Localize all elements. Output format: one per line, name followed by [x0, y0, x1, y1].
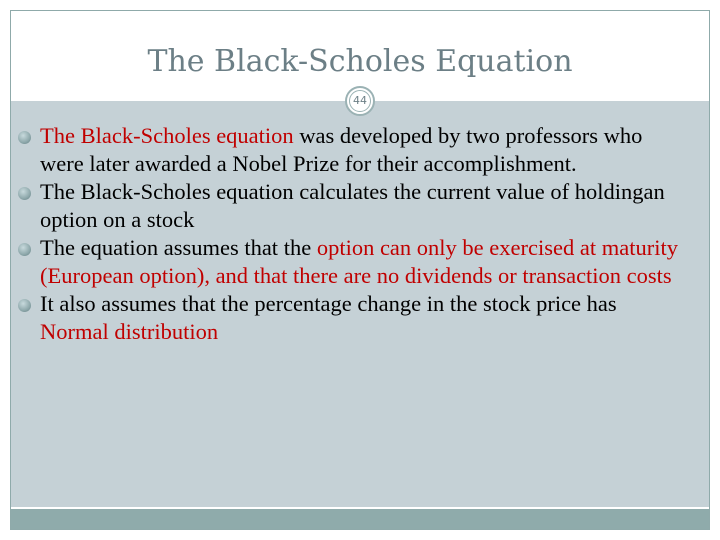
bullet-text: was developed by two professors who were later awarded a Nobel Prize for their accomplishment. — [40, 123, 643, 176]
footer-band — [11, 509, 709, 529]
bullet-text: The equation assumes that the — [40, 235, 317, 260]
slide-title: The Black-Scholes Equation — [147, 44, 573, 79]
bullet-text: It also assumes that the percentage change in the stock price has — [40, 291, 617, 316]
bullet-list — [10, 122, 688, 346]
bullet-text-highlight: option can only be exercised at maturity (European option), and that there are no dividends or transaction costs — [40, 235, 678, 288]
round-bullet-icon — [18, 131, 31, 144]
bullet-text-highlight: Normal distribution — [40, 319, 219, 344]
bullet-item — [10, 234, 688, 290]
round-bullet-icon — [18, 299, 31, 312]
bullet-text: The Black-Scholes equation calculates the current value of holdingan option on a stock — [40, 179, 665, 232]
bullet-item — [10, 122, 688, 178]
round-bullet-icon — [18, 187, 31, 200]
bullet-text-highlight: The Black-Scholes equation — [40, 123, 294, 148]
bullet-item — [10, 178, 688, 234]
round-bullet-icon — [18, 243, 31, 256]
slide-number-badge: 44 — [345, 86, 375, 116]
bullet-item — [10, 290, 688, 346]
